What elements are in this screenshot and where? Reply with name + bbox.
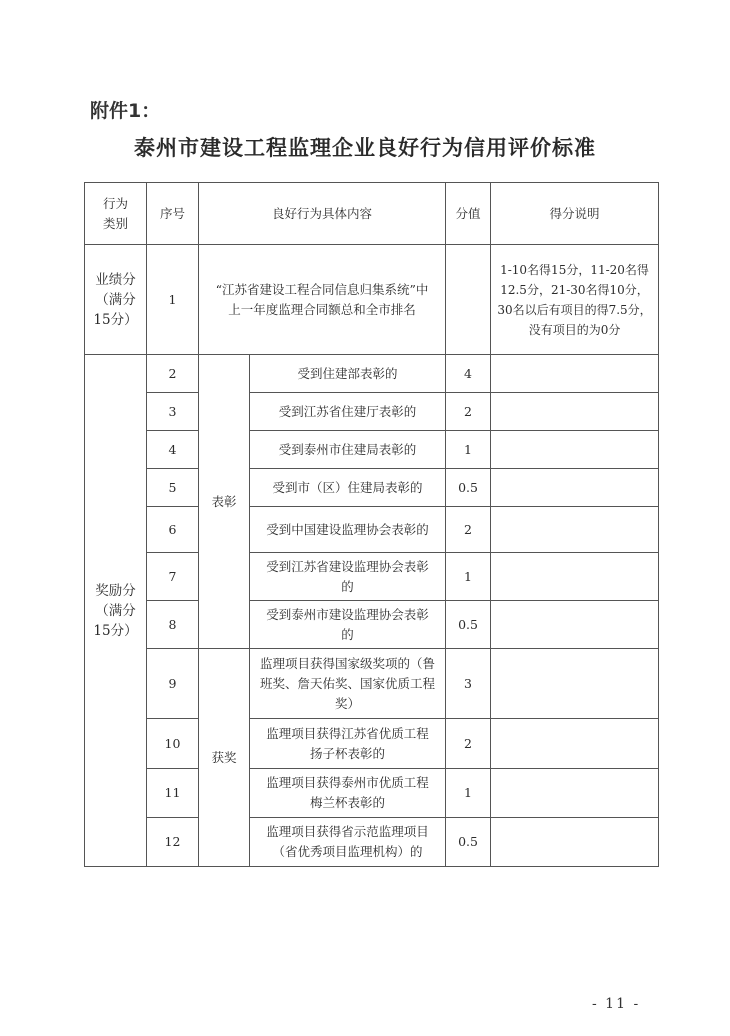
header-category: 行为 类别 — [85, 183, 147, 245]
row-note — [491, 769, 659, 818]
row-seq: 7 — [147, 553, 199, 601]
row-note — [491, 431, 659, 469]
table-row — [85, 431, 659, 469]
header-content: 良好行为具体内容 — [199, 183, 446, 245]
row-content: 受到泰州市住建局表彰的 — [250, 431, 446, 469]
row-seq: 1 — [147, 245, 199, 355]
row-score: 0.5 — [446, 601, 491, 649]
row-seq: 11 — [147, 769, 199, 818]
row-content: 受到中国建设监理协会表彰的 — [250, 507, 446, 553]
row-note — [491, 719, 659, 769]
row-seq: 2 — [147, 355, 199, 393]
row-content: 受到泰州市建设监理协会表彰 的 — [250, 601, 446, 649]
row-score: 2 — [446, 507, 491, 553]
table-row — [85, 355, 659, 393]
row-note — [491, 507, 659, 553]
row-content: 监理项目获得江苏省优质工程 扬子杯表彰的 — [250, 719, 446, 769]
table-row — [85, 393, 659, 431]
header-score: 分值 — [446, 183, 491, 245]
table-row — [85, 553, 659, 601]
row-seq: 8 — [147, 601, 199, 649]
row-score — [446, 245, 491, 355]
page-number: - 11 - — [592, 996, 641, 1012]
row-score: 1 — [446, 431, 491, 469]
row-seq: 6 — [147, 507, 199, 553]
category-performance: 业绩分 （满分 15分） — [85, 245, 147, 355]
table-row — [85, 818, 659, 867]
table-row — [85, 507, 659, 553]
row-seq: 5 — [147, 469, 199, 507]
row-seq: 4 — [147, 431, 199, 469]
row-score: 0.5 — [446, 818, 491, 867]
row-note: 1-10名得15分，11-20名得 12.5分，21-30名得10分， 30名以后有项目的得7.5分， 没有项目的为0分 — [491, 245, 659, 355]
row-note — [491, 393, 659, 431]
row-note — [491, 818, 659, 867]
table-header-row — [85, 183, 659, 245]
subcategory-award: 获奖 — [199, 649, 250, 867]
row-score: 3 — [446, 649, 491, 719]
row-score: 1 — [446, 553, 491, 601]
category-reward: 奖励分 （满分 15分） — [85, 355, 147, 867]
document-title: 泰州市建设工程监理企业良好行为信用评价标准 — [134, 135, 596, 160]
row-score: 1 — [446, 769, 491, 818]
table-row — [85, 601, 659, 649]
row-content: 监理项目获得国家级奖项的（鲁 班奖、詹天佑奖、国家优质工程 奖） — [250, 649, 446, 719]
table-row — [85, 469, 659, 507]
row-note — [491, 469, 659, 507]
evaluation-table — [84, 182, 659, 867]
row-seq: 10 — [147, 719, 199, 769]
row-content: 监理项目获得省示范监理项目 （省优秀项目监理机构）的 — [250, 818, 446, 867]
row-note — [491, 355, 659, 393]
row-score: 0.5 — [446, 469, 491, 507]
row-score: 2 — [446, 393, 491, 431]
row-score: 4 — [446, 355, 491, 393]
row-content: “江苏省建设工程合同信息归集系统”中 上一年度监理合同额总和全市排名 — [199, 245, 446, 355]
subcategory-commend: 表彰 — [199, 355, 250, 649]
header-seq: 序号 — [147, 183, 199, 245]
row-content: 监理项目获得泰州市优质工程 梅兰杯表彰的 — [250, 769, 446, 818]
row-seq: 9 — [147, 649, 199, 719]
header-note: 得分说明 — [491, 183, 659, 245]
row-note — [491, 553, 659, 601]
row-seq: 12 — [147, 818, 199, 867]
row-note — [491, 601, 659, 649]
table-row — [85, 769, 659, 818]
table-row — [85, 245, 659, 355]
row-content: 受到江苏省建设监理协会表彰 的 — [250, 553, 446, 601]
row-content: 受到住建部表彰的 — [250, 355, 446, 393]
attachment-label: 附件1： — [90, 100, 161, 122]
table-row — [85, 649, 659, 719]
row-seq: 3 — [147, 393, 199, 431]
table-row — [85, 719, 659, 769]
row-note — [491, 649, 659, 719]
row-score: 2 — [446, 719, 491, 769]
row-content: 受到市（区）住建局表彰的 — [250, 469, 446, 507]
row-content: 受到江苏省住建厅表彰的 — [250, 393, 446, 431]
